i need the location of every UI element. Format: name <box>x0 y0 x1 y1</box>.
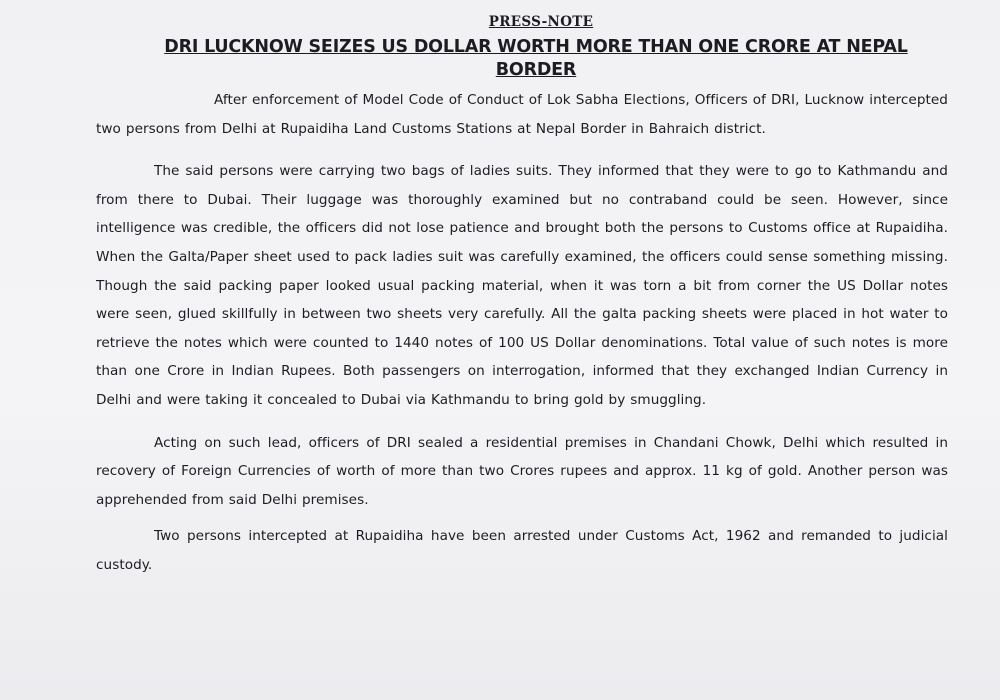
press-note-title: DRI LUCKNOW SEIZES US DOLLAR WORTH MORE THAN ONE CRORE AT NEPAL BORDER <box>164 37 908 80</box>
paragraph-examination: The said persons were carrying two bags of ladies suits. They informed that they were to go to Kathmandu and from there to Dubai. Their luggage was thoroughly examined but no contraband could be seen. However, since intelligence was credible, the officers did not lose patience and brought both the persons to Customs office at Rupaidiha. When the Galta/Paper sheet used to pack ladies suit was carefully examined, the officers could sense something missing. Though the said packing paper looked usual packing material, when it was torn a bit from corner the US Dollar notes were seen, glued skillfully in between two sheets very carefully. All the galta packing sheets were placed in hot water to retrieve the notes which were counted to 1440 notes of 100 US Dollar denominations. Total value of such notes is more than one Crore in Indian Rupees. Both passengers on interrogation, informed that they exchanged Indian Currency in Delhi and were taking it concealed to Dubai via Kathmandu to bring gold by smuggling. <box>96 163 948 408</box>
paragraph-interception: After enforcement of Model Code of Conduct of Lok Sabha Elections, Officers of DRI, Lucknow intercepted two persons from Delhi at Rupaidiha Land Customs Stations at Nepal Border in Bahraich district. <box>96 92 948 137</box>
press-note-heading: PRESS-NOTE <box>488 14 594 30</box>
paragraph-arrest: Two persons intercepted at Rupaidiha have been arrested under Customs Act, 1962 and remanded to judicial custody. <box>96 528 948 573</box>
paragraph-delhi-raid: Acting on such lead, officers of DRI sealed a residential premises in Chandani Chowk, Delhi which resulted in recovery of Foreign Currencies of worth of more than two Crores rupees and approx. 11 kg of gold. Another person was apprehended from said Delhi premises. <box>96 434 948 508</box>
